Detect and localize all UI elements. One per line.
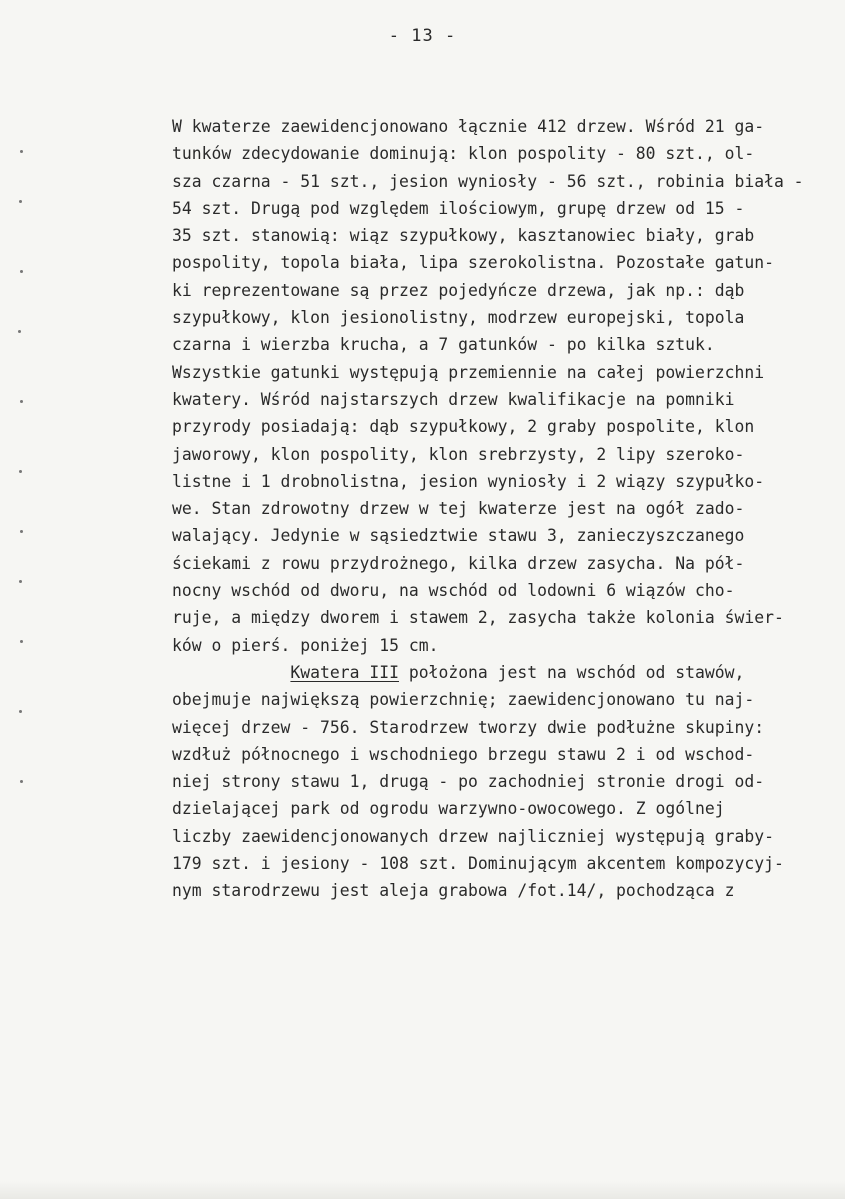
text-line: ki reprezentowane są przez pojedyńcze drzewa, jak np.: dąb	[172, 280, 745, 300]
text-line: sza czarna - 51 szt., jesion wyniosły - 56 szt., robinia biała -	[172, 171, 804, 191]
text-line: 179 szt. i jesiony - 108 szt. Dominującym akcentem kompozycyj-	[172, 854, 784, 874]
margin-marks	[14, 0, 34, 1199]
text-line: przyrody posiadają: dąb szypułkowy, 2 graby pospolite, klon	[172, 417, 755, 437]
page-number: - 13 -	[388, 26, 457, 46]
text-line: niej strony stawu 1, drugą - po zachodniej stronie drogi od-	[172, 772, 765, 792]
text-line	[172, 659, 822, 686]
text-line: pospolity, topola biała, lipa szerokolistna. Pozostałe gatun-	[172, 253, 774, 273]
text-line: Wszystkie gatunki występują przemiennie na całej powierzchni	[172, 362, 765, 382]
text-line: kwatery. Wśród najstarszych drzew kwalifikacje na pomniki	[172, 389, 735, 409]
margin-mark	[20, 640, 23, 643]
text-line: liczby zaewidencjonowanych drzew najliczniej występują graby-	[172, 826, 774, 846]
margin-mark	[20, 780, 23, 783]
body-text	[172, 113, 822, 905]
margin-mark	[19, 200, 22, 203]
text-line: walający. Jedynie w sąsiedztwie stawu 3, zanieczyszczanego	[172, 526, 745, 546]
section-heading: Kwatera III	[290, 662, 399, 682]
text-line: jaworowy, klon pospolity, klon srebrzysty, 2 lipy szeroko-	[172, 444, 745, 464]
text-line: obejmuje największą powierzchnię; zaewidencjonowano tu naj-	[172, 690, 755, 710]
margin-mark	[18, 330, 21, 333]
margin-mark	[20, 150, 23, 153]
text-line: 35 szt. stanowią: wiąz szypułkowy, kasztanowiec biały, grab	[172, 226, 755, 246]
text-line: we. Stan zdrowotny drzew w tej kwaterze jest na ogół zado-	[172, 499, 745, 519]
text-line: 54 szt. Drugą pod względem ilościowym, grupę drzew od 15 -	[172, 198, 745, 218]
text-line: W kwaterze zaewidencjonowano łącznie 412 drzew. Wśród 21 ga-	[172, 117, 765, 136]
text-line: czarna i wierzba krucha, a 7 gatunków - po kilka sztuk.	[172, 335, 715, 355]
margin-mark	[19, 580, 22, 583]
margin-mark	[19, 710, 22, 713]
text-line: ków o pierś. poniżej 15 cm.	[172, 635, 439, 655]
margin-mark	[19, 470, 22, 473]
text-line: ściekami z rowu przydrożnego, kilka drzew zasycha. Na pół-	[172, 553, 745, 573]
text-line: tunków zdecydowanie dominują: klon pospolity - 80 szt., ol-	[172, 144, 755, 164]
text-line: wzdłuż północnego i wschodniego brzegu stawu 2 i od wschod-	[172, 744, 755, 764]
margin-mark	[20, 400, 23, 403]
margin-mark	[20, 270, 23, 273]
margin-mark	[20, 530, 23, 533]
text-line-content: położona jest na wschód od stawów,	[398, 662, 745, 682]
text-line: dzielającej park od ogrodu warzywno-owocowego. Z ogólnej	[172, 799, 725, 819]
page-bottom-edge	[0, 1181, 845, 1199]
text-line: więcej drzew - 756. Starodrzew tworzy dwie podłużne skupiny:	[172, 717, 765, 737]
text-line: nym starodrzewu jest aleja grabowa /fot.14/, pochodząca z	[172, 881, 735, 901]
text-line: nocny wschód od dworu, na wschód od lodowni 6 wiązów cho-	[172, 581, 735, 601]
paragraph-indent	[172, 663, 290, 682]
text-line: listne i 1 drobnolistna, jesion wyniosły i 2 wiązy szypułko-	[172, 471, 765, 491]
text-line: ruje, a między dworem i stawem 2, zasycha także kolonia świer-	[172, 608, 784, 628]
text-line: szypułkowy, klon jesionolistny, modrzew europejski, topola	[172, 308, 745, 328]
